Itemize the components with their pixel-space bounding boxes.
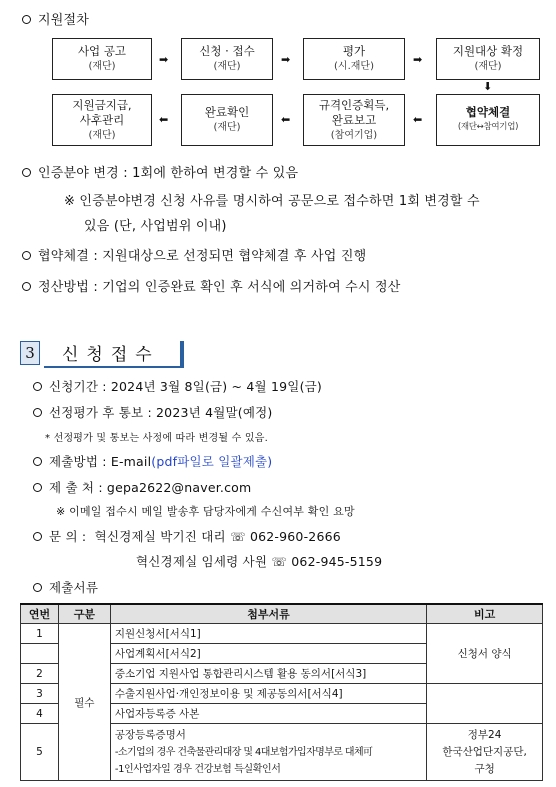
- submission-method: 제출방법 : E-mail(pdf파일로 일괄제출): [33, 452, 272, 470]
- note-agreement: 협약체결 : 지원대상으로 선정되면 협약체결 후 사업 진행: [22, 245, 366, 264]
- circle-bullet-icon: [33, 382, 42, 391]
- note-change-detail-2: 있음 (단, 사업범위 이내): [84, 219, 227, 234]
- contact: 문 의 : 혁신경제실 박기진 대리 ☏ 062-960-2666: [33, 527, 341, 545]
- arrow-left-icon: ⬅: [281, 113, 291, 126]
- contact-2: 혁신경제실 임세령 사원 ☏ 062-945-5159: [136, 554, 383, 569]
- arrow-right-icon: ➡: [281, 53, 291, 66]
- submission-destination-detail: ※ 이메일 접수시 메일 발송후 담당자에게 수신여부 확인 요망: [56, 505, 355, 518]
- circle-bullet-icon: [33, 408, 42, 417]
- section-title: 신청접수: [62, 345, 160, 365]
- header-no: 연번: [21, 604, 59, 624]
- step-application: 신청 · 접수 (재단): [181, 38, 273, 80]
- table-row: 3 수출지원사업·개인정보이용 및 제공동의서[서식4]: [21, 684, 543, 704]
- header-category: 구분: [58, 604, 110, 624]
- note-change: 인증분야 변경 : 1회에 한하여 변경할 수 있음: [22, 162, 298, 181]
- circle-bullet-icon: [33, 532, 42, 541]
- arrow-left-icon: ⬅: [159, 113, 169, 126]
- circle-bullet-icon: [33, 483, 42, 492]
- step-payment: 지원금지급, 사후관리 (재단): [52, 94, 152, 146]
- table-row: 1 필수 지원신청서[서식1] 신청서 양식: [21, 624, 543, 644]
- application-period: 신청기간 : 2024년 3월 8일(금) ~ 4월 19일(금): [33, 377, 322, 395]
- note-sources: 정부24 한국산업단지공단, 구청: [427, 724, 543, 781]
- selection-notice: 선정평가 후 통보 : 2023년 4월말(예정): [33, 403, 273, 421]
- section-underline: [44, 366, 184, 368]
- submission-destination: 제 출 처 : gepa2622@naver.com: [33, 478, 251, 496]
- note-settlement: 정산방법 : 기업의 인증완료 확인 후 서식에 의거하여 수시 정산: [22, 276, 401, 295]
- arrow-down-icon: ⬇: [483, 80, 493, 93]
- step-selection: 지원대상 확정 (재단): [436, 38, 540, 80]
- section-bar: [180, 341, 184, 366]
- section-number: 3: [20, 341, 40, 365]
- procedure-heading: 지원절차: [22, 9, 89, 28]
- table-header-row: [21, 604, 543, 624]
- step-completion-check: 완료확인 (재단): [181, 94, 273, 146]
- note-change-detail-1: ※ 인증분야변경 신청 사유를 명시하여 공문으로 접수하면 1회 변경할 수: [64, 194, 480, 209]
- table-row: 4 사업자등록증 사본: [21, 704, 543, 724]
- table-row: 사업계획서[서식2]: [21, 644, 543, 664]
- arrow-left-icon: ⬅: [413, 113, 423, 126]
- note-form: 신청서 양식: [427, 624, 543, 684]
- step-certification: 규격인증획득, 완료보고 (참여기업): [303, 94, 405, 146]
- category-required: 필수: [58, 624, 110, 781]
- step-agreement: 협약체결 (재단↔참여기업): [436, 94, 540, 146]
- circle-bullet-icon: [33, 457, 42, 466]
- table-row: 2 중소기업 지원사업 통합관리시스템 활용 동의서[서식3]: [21, 664, 543, 684]
- header-note: 비고: [427, 604, 543, 624]
- header-documents: 첨부서류: [110, 604, 426, 624]
- step-evaluation: 평가 (시.재단): [303, 38, 405, 80]
- circle-bullet-icon: [22, 251, 31, 260]
- circle-bullet-icon: [22, 15, 31, 24]
- circle-bullet-icon: [22, 168, 31, 177]
- arrow-right-icon: ➡: [413, 53, 423, 66]
- selection-notice-detail: * 선정평가 및 통보는 사정에 따라 변경될 수 있음.: [45, 433, 268, 444]
- step-announcement: 사업 공고 (재단): [52, 38, 152, 80]
- arrow-right-icon: ➡: [159, 53, 169, 66]
- docs-heading: 제출서류: [33, 578, 98, 596]
- table-row: 5 공장등록증명서 -소기업의 경우 건축물관리대장 및 4대보험가입자명부로 대체可 -1인사업자일 경우 건강보험 득실확인서 정부24 한국산업단지공단, 구청: [21, 724, 543, 781]
- circle-bullet-icon: [22, 282, 31, 291]
- documents-table: [20, 603, 543, 781]
- circle-bullet-icon: [33, 583, 42, 592]
